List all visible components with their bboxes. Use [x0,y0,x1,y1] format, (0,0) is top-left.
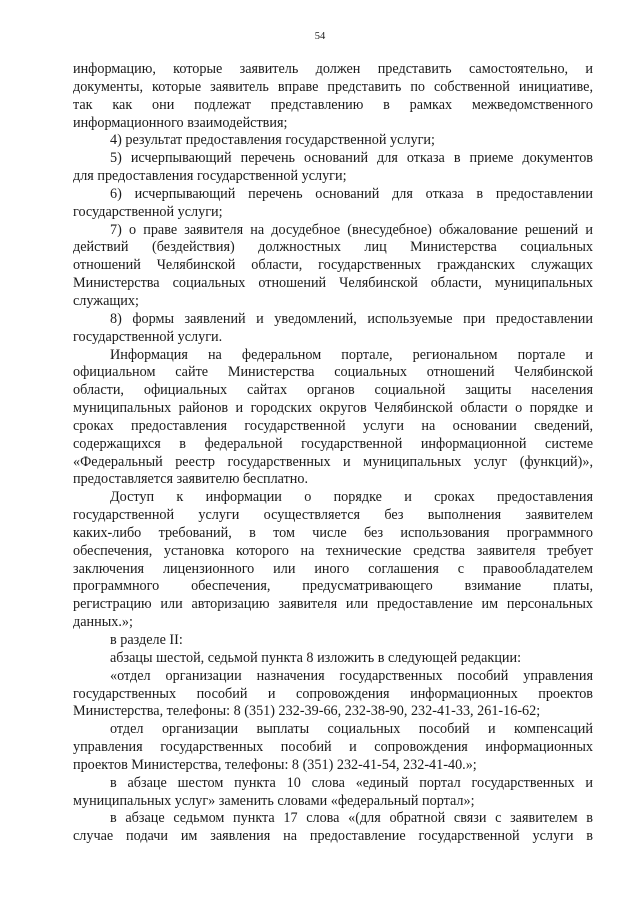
text-line: так как они подлежат представлению в рамках межведомственного [73,96,593,113]
text-line: заключения лицензионного или иного соглашения с правообладателем [73,560,593,577]
text-line: «Федеральный реестр государственных и муниципальных услуг (функций)», [73,453,593,470]
text-line: муниципальных услуг» заменить словами «федеральный портал»; [73,792,475,809]
text-line: для предоставления государственной услуги; [73,168,347,185]
text-line: области, официальных сайтах органов социальной защиты населения [73,382,593,399]
text-line: каких-либо требований, в том числе без использования программного [73,524,593,541]
text-line: в абзаце седьмом пункта 17 слова «(для обратной связи с заявителем в [110,810,593,827]
text-line: официальном сайте Министерства социальных отношений Челябинской [73,364,593,381]
text-line: Министерства социальных отношений Челябинской области, муниципальных [73,275,593,292]
text-line: предоставляется заявителю бесплатно. [73,471,309,488]
text-line: случае подачи им заявления на предоставление государственной услуги в [73,828,593,845]
text-line: отдел организации выплаты социальных пособий и компенсаций [110,721,593,738]
text-line: Министерства, телефоны: 8 (351) 232-39-66, 232-38-90, 232-41-33, 261-16-62; [73,703,541,720]
text-line: регистрацию или авторизацию заявителя или предоставление им персональных [73,596,593,613]
text-line: 7) о праве заявителя на досудебное (внесудебное) обжалование решений и [110,221,593,238]
text-line: информацию, которые заявитель должен представить самостоятельно, и [73,61,593,77]
page-number: 54 [314,31,326,42]
text-line: государственной услуги. [73,328,223,345]
text-line: «отдел организации назначения государственных пособий управления [110,667,593,684]
text-line: служащих; [73,292,139,309]
text-line: муниципальных районов и городских округов Челябинской области о порядке и [73,400,593,417]
text-line: 5) исчерпывающий перечень оснований для отказа в приеме документов [110,150,593,167]
text-line: в разделе II: [110,632,183,648]
text-line: государственной услуги осуществляется без выполнения заявителем [73,507,593,524]
text-line: проектов Министерства, телефоны: 8 (351) 232-41-54, 232-41-40.»; [73,756,477,773]
text-line: 6) исчерпывающий перечень оснований для отказа в предоставлении [110,185,593,202]
text-line: информационного взаимодействия; [73,114,288,131]
text-line: государственных пособий и сопровождения информационных проектов [73,685,593,702]
text-line: программного обеспечения, предусматривающего взимание платы, [73,578,593,595]
text-line: государственной услуги; [73,203,223,220]
text-line: действий (бездействия) должностных лиц Министерства социальных [73,239,593,256]
text-line: данных.»; [73,614,133,631]
text-line: управления государственных пособий и сопровождения информационных [73,739,593,756]
text-line: сроках предоставления государственной услуги на основании сведений, [73,417,593,434]
text-line: в абзаце шестом пункта 10 слова «единый портал государственных и [110,774,593,791]
document-body [73,61,593,846]
text-line: содержащихся в федеральной государственной информационной системе [73,435,593,452]
text-line: обеспечения, установка которого на технические средства заявителя требует [73,542,593,559]
text-line: 8) формы заявлений и уведомлений, используемые при предоставлении [110,310,593,327]
text-line: Информация на федеральном портале, региональном портале и [110,346,593,363]
text-line: отношений Челябинской области, государственных гражданских служащих [73,257,593,274]
text-line: абзацы шестой, седьмой пункта 8 изложить в следующей редакции: [110,649,522,666]
text-line: документы, которые заявитель вправе представить по собственной инициативе, [73,78,593,95]
text-line: Доступ к информации о порядке и сроках предоставления [110,489,593,506]
text-line: 4) результат предоставления государственной услуги; [110,132,435,149]
